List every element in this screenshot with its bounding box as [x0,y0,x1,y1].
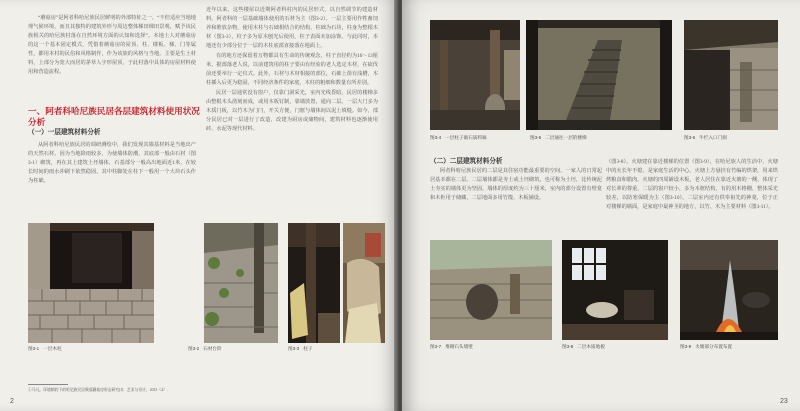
body-paragraph: 从阿者科哈尼族民居的调研测绘中，我们发现其墙基材料是当地出产的天然石材。因为当地降雨较多，为使墙体防潮，其底部一般由石材（图3-1）砌筑，再在其上建筑土坯墙体，石基部分一般高出地面近1米，在较长时间的雨水冲刷下依然稳固。其中柱脚处在柱下一般用一个大块石头作为柱础。 [28,142,196,184]
figure-caption-3-7 [430,344,473,350]
photo-stone-base-corridor [430,20,520,130]
intro-column-left [28,14,196,78]
photo-wooden-pillar [28,223,154,343]
figure-caption-text: 堆砌石头墙壁 [445,344,473,349]
figure-number: 图3-3 [288,346,300,351]
figure-caption-text: 一层柱子础石质料廊 [445,135,487,140]
figure-number: 图3-1 [28,346,40,351]
subsection-title-2: （二）二层建筑材料分析 [430,158,503,165]
body-paragraph: 民居一层通常没有窗户，仅靠门洞采光，室内光线昏暗。民居的楼梯多由整根木头凿刻而成，或用木板钉制，靠墙放置，通向二层。一层大门多为木质门板，以竹木为门闩，开关方便，门框与墙体间以泥土填缝。如今，部分民居已对一层进行了改造，改建为厨房或储物间，建筑材料也逐渐使用砖、水泥等现代材料。 [206,90,378,132]
figure-number: 图3-4 [430,135,442,140]
figure-caption-3-4 [430,135,487,141]
intro-paragraph: “蘑菇房”是阿者科哈尼族民居鲜明的外部特征之一，“不但适应当地地理气候环境，而且其独特的建筑外形与周边整体梯田梯田景观，赋予该民族相关的哈尼族村落在自然环境方面的认知和选择”。本地土人对蘑菇房的这一个基本固定模式，凭借着蘑菇房的屋顶、柱、楼板、梯、门等属性，都用本村的民俗和风格制作，作为该族的风格与当地。主要是生土材料，上部分为宽大而居的茅草人字形屋顶，于此村落中具体的房屋材料使用和营造流程。 [28,15,196,75]
photo-stored-goods [343,223,385,343]
body-column-right-left [430,167,602,204]
figure-number: 图3-6 [684,135,696,140]
photo-stairs [526,20,672,130]
body-paragraph: 阿者科哈尼族民居的二层是其住宿功能最重要的空间，一家人的日常起居基本都在二层。二层墙体都是夯土或土坯砌筑，也可称为土坯，比传统泥土夯实的墙体更为坚固。墙体的厚度约为三十厘米，室内的部分设置有壁龛和木柜用于储藏，二层地面多用竹篾、木板铺设。 [430,168,602,201]
figure-caption-3-2 [188,346,222,352]
figure-caption-3-8 [562,344,605,350]
page-number-left: 2 [10,398,14,405]
figure-number: 图3-7 [430,344,442,349]
section-title: 一、阿者科哈尼族民居各层建筑材料使用状况分析 [28,106,200,127]
figure-caption-text: 火塘部分布置布置 [695,344,732,349]
subsection-title-1: （一）一层建筑材料分析 [28,129,101,136]
figure-caption-text: 石材台阶 [203,346,222,351]
figure-caption-text: 二层通往一层的楼梯 [545,135,587,140]
left-page [0,0,398,411]
photo-wooden-floor [562,240,668,340]
figure-caption-3-5 [530,135,587,141]
figure-number: 图3-5 [530,135,542,140]
photo-stone-wall [430,240,552,340]
figure-caption-text: 牛栏入口门洞 [699,135,727,140]
figure-number: 图3-8 [562,344,574,349]
body-paragraph: （图3-8）。火塘建在靠近楼梯的位置（图3-9），在哈尼族人的生活中，火塘中的火长年不熄，是家庭生活的中心。火塘上方悬挂有竹编的烘架，用来烘烤粮食和腊肉。火塘的四周铺设木板，老人居住在靠近火塘的一侧，体现了对长辈的尊重。二层的窗户较小，多为木框结构，有的用木格栅，整体采光较差，以防寒保暖为主（图3-10）。二层室内还有供奉祖先的神龛，位于正对楼梯的墙面，是家庭中最神圣的地方，以竹、木为主要材料（图3-11）。 [606,159,778,210]
photo-stone-steps [204,223,278,343]
figure-caption-3-9 [680,344,732,350]
footnote: ①马凡，环境制约下的哈尼族民居聚落蘑菇房形态研究[J]．艺术与设计，2013（4）． [28,388,171,392]
footnote-rule [28,384,68,385]
figure-caption-text: 二层木质地板 [577,344,605,349]
figure-caption-3-6 [684,135,727,141]
photo-cattle-pen-door [684,20,778,130]
figure-caption-text: 柱子 [303,346,313,351]
body-paragraph: 有的地方还保留着万物都具有生命的传统观念，柱子直径约为10～13厘米，据部落老人说，以前建筑用的柱子要由有经验的老人选定木材，在砍伐前还要举行一定仪式。此外，石材与木材相接的部位，石础上凿有浅槽，木柱插入后更为稳固。不同经济条件的家庭，木柱的粗细和数量有所差别。 [206,53,378,86]
figure-number: 图3-9 [680,344,692,349]
body-column-left [28,141,196,187]
figure-number: 图3-2 [188,346,200,351]
figure-caption-text: 一层木柱 [43,346,62,351]
figure-caption-3-3 [288,346,312,352]
body-paragraph: 近年以来，这些楼屋以近期阿者科村内的民居形式，以自然调节的建造材料，阿者科的一层基础墙体使用的石材为主（图3-2）。一层主要用作牲畜饲养和堆放杂物，使用木柱与石础相结合的结构，柱础为石块，柱身为整根木材（图3-3），柱子多为原木刨光后使用，柱子表面未加涂饰。与此同时，本地还有少部分位于一层的木柱底部直接落在地面上。 [206,7,378,49]
figure-caption-3-1 [28,346,62,352]
page-number-right: 23 [780,398,788,405]
body-column-right-right [606,158,778,213]
body-column-right [206,6,378,135]
photo-fire-pit [680,240,778,340]
photo-pillar-dark [288,223,340,343]
right-page [402,0,800,411]
